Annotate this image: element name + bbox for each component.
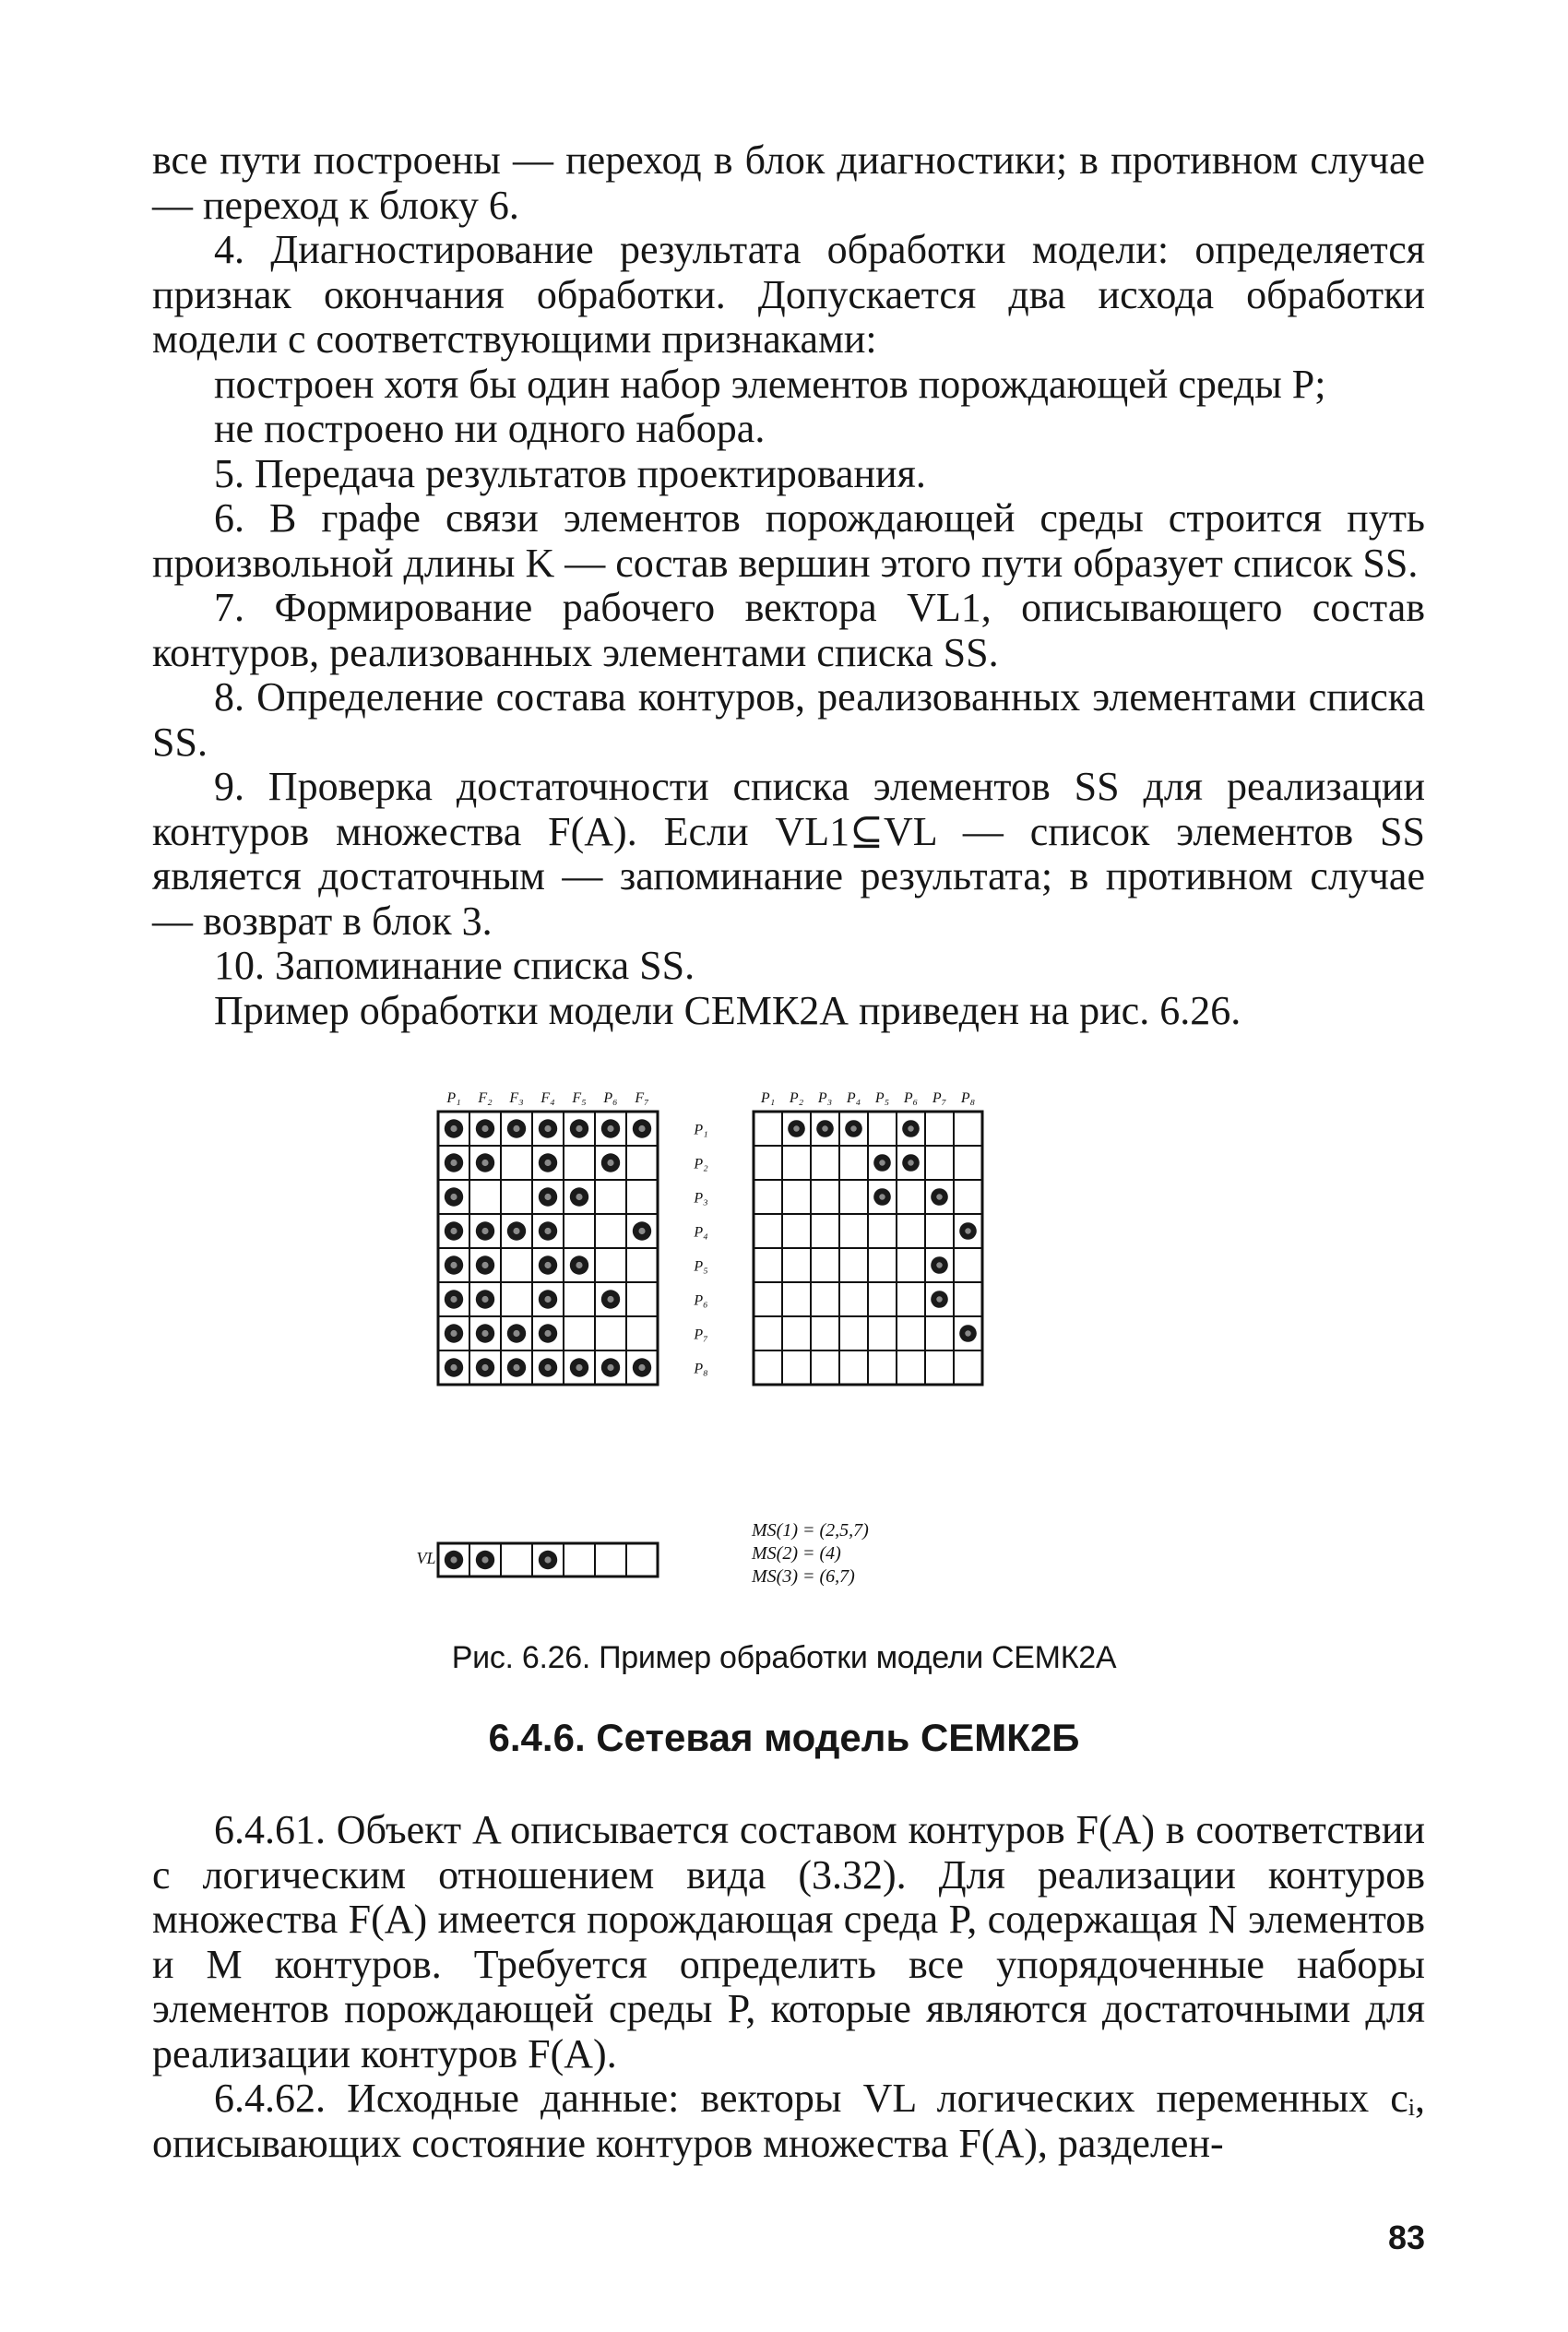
right-col-label: P₄ xyxy=(846,1090,861,1106)
right-matrix-mark-highlight xyxy=(822,1125,828,1132)
vl-label: VL xyxy=(416,1549,436,1567)
left-matrix-mark-highlight xyxy=(544,1125,551,1132)
left-matrix-mark-highlight xyxy=(450,1125,457,1132)
left-matrix-mark-highlight xyxy=(544,1262,551,1268)
left-matrix-mark-highlight xyxy=(544,1160,551,1166)
paragraph: Пример обработки модели СЕМК2А приведен на рис. 6.26. xyxy=(214,987,1241,1033)
body-text-bottom xyxy=(152,1808,1425,2166)
paragraph: 9. Проверка достаточности списка элементов SS для реализации контуров множества F(A). Если VL1⊆VL — список элементов SS является достаточным — запоминание результата; в противном случае — возврат в блок 3. xyxy=(152,764,1425,944)
ms-line: MS(3) = (6,7) xyxy=(752,1566,855,1587)
left-matrix-mark-highlight xyxy=(544,1296,551,1303)
paragraph: не построено ни одного набора. xyxy=(214,406,766,451)
row-label: P₃ xyxy=(694,1190,708,1207)
section-title: 6.4.6. Сетевая модель СЕМК2Б xyxy=(488,1716,1080,1759)
right-col-label: P₅ xyxy=(874,1090,890,1106)
row-label: P₇ xyxy=(694,1327,708,1343)
ms-line: MS(2) = (4) xyxy=(752,1543,841,1564)
row-label: P₆ xyxy=(694,1292,708,1309)
left-matrix-mark-highlight xyxy=(638,1125,645,1132)
left-matrix-mark-highlight xyxy=(481,1228,488,1234)
left-matrix-mark-highlight xyxy=(481,1330,488,1337)
left-matrix-mark-highlight xyxy=(450,1160,457,1166)
left-matrix-mark-highlight xyxy=(544,1194,551,1200)
figure-caption: Рис. 6.26. Пример обработки модели СЕМК2А xyxy=(451,1640,1117,1675)
left-matrix-mark-highlight xyxy=(576,1194,582,1200)
left-col-label: F₂ xyxy=(478,1090,493,1106)
left-col-label: F₅ xyxy=(572,1090,587,1106)
right-matrix-mark-highlight xyxy=(908,1160,914,1166)
left-matrix-mark-highlight xyxy=(544,1364,551,1371)
row-label: P₅ xyxy=(694,1258,708,1275)
left-matrix-mark-highlight xyxy=(638,1364,645,1371)
left-matrix-mark-highlight xyxy=(607,1160,613,1166)
left-matrix-mark-highlight xyxy=(513,1228,519,1234)
right-col-label: P₂ xyxy=(789,1090,804,1106)
left-matrix-mark-highlight xyxy=(576,1262,582,1268)
left-matrix-mark-highlight xyxy=(544,1228,551,1234)
paragraph: построен хотя бы один набор элементов порождающей среды P; xyxy=(214,361,1326,407)
left-matrix-mark-highlight xyxy=(481,1160,488,1166)
paragraph: 10. Запоминание списка SS. xyxy=(214,943,695,988)
row-label: P₂ xyxy=(694,1156,708,1172)
paragraph: 6.4.62. Исходные данные: векторы VL логических переменных cᵢ, описывающих состояние контуров множества F(A), разделен- xyxy=(152,2076,1425,2166)
right-matrix-mark-highlight xyxy=(793,1125,800,1132)
right-col-label: P₇ xyxy=(932,1090,947,1106)
paragraph: 6. В графе связи элементов порождающей среды строится путь произвольной длины K — состав вершин этого пути образует список SS. xyxy=(152,495,1425,586)
vl-vector-mark-highlight xyxy=(544,1556,551,1563)
paragraph: 7. Формирование рабочего вектора VL1, описывающего состав контуров, реализованных элементами списка SS. xyxy=(152,585,1425,675)
row-label: P₄ xyxy=(694,1224,708,1241)
right-matrix-mark-highlight xyxy=(936,1262,943,1268)
left-col-label: F₇ xyxy=(635,1090,649,1106)
left-matrix-mark-highlight xyxy=(576,1364,582,1371)
right-matrix-mark-highlight xyxy=(879,1160,885,1166)
left-col-label: F₃ xyxy=(509,1090,524,1106)
left-matrix-mark-highlight xyxy=(481,1262,488,1268)
right-col-label: P₁ xyxy=(760,1090,776,1106)
left-matrix-mark-highlight xyxy=(481,1296,488,1303)
left-matrix-mark-highlight xyxy=(450,1262,457,1268)
row-label: P₈ xyxy=(694,1361,708,1377)
left-matrix-mark-highlight xyxy=(481,1364,488,1371)
left-matrix-mark-highlight xyxy=(607,1125,613,1132)
right-matrix-mark-highlight xyxy=(965,1228,971,1234)
left-col-label: F₄ xyxy=(540,1090,555,1106)
right-matrix-mark-highlight xyxy=(936,1296,943,1303)
right-matrix-mark-highlight xyxy=(850,1125,857,1132)
left-matrix-mark-highlight xyxy=(607,1364,613,1371)
left-col-label: P₁ xyxy=(446,1090,461,1106)
left-matrix-mark-highlight xyxy=(607,1296,613,1303)
right-col-label: P₃ xyxy=(817,1090,833,1106)
left-matrix-mark-highlight xyxy=(450,1364,457,1371)
vl-vector-mark-highlight xyxy=(450,1556,457,1563)
paragraph: 6.4.61. Объект A описывается составом контуров F(A) в соответствии с логическим отношением вида (3.32). Для реализации контуров множества F(A) имеется порождающая среда P, содержащая N элементов и M контуров. Требуется определить все упорядоченные наборы элементов порождающей среды P, которые являются достаточными для реализации контуров F(A). xyxy=(152,1807,1425,2076)
ms-line: MS(1) = (2,5,7) xyxy=(752,1520,869,1541)
page-number: 83 xyxy=(1387,2219,1425,2256)
paragraph: все пути построены — переход в блок диагностики; в противном случае — переход к блоку 6. xyxy=(152,137,1425,228)
right-matrix-mark-highlight xyxy=(965,1330,971,1337)
left-matrix-mark-highlight xyxy=(513,1364,519,1371)
row-label: P₁ xyxy=(694,1122,708,1138)
left-col-label: P₆ xyxy=(603,1090,618,1106)
vl-vector-mark-highlight xyxy=(481,1556,488,1563)
left-matrix-mark-highlight xyxy=(450,1194,457,1200)
figure-6-26 xyxy=(416,1079,1162,1624)
left-matrix-mark-highlight xyxy=(576,1125,582,1132)
left-matrix-mark-highlight xyxy=(481,1125,488,1132)
left-matrix-mark-highlight xyxy=(513,1125,519,1132)
left-matrix-mark-highlight xyxy=(638,1228,645,1234)
right-matrix-mark-highlight xyxy=(879,1194,885,1200)
paragraph: 8. Определение состава контуров, реализованных элементами списка SS. xyxy=(152,674,1425,765)
right-matrix-mark-highlight xyxy=(908,1125,914,1132)
left-matrix-mark-highlight xyxy=(450,1296,457,1303)
left-matrix-mark-highlight xyxy=(450,1330,457,1337)
left-matrix-mark-highlight xyxy=(544,1330,551,1337)
left-matrix-mark-highlight xyxy=(513,1330,519,1337)
body-text-top xyxy=(152,138,1425,1033)
right-col-label: P₆ xyxy=(903,1090,919,1106)
left-matrix-mark-highlight xyxy=(450,1228,457,1234)
right-matrix-mark-highlight xyxy=(936,1194,943,1200)
paragraph: 5. Передача результатов проектирования. xyxy=(214,450,926,496)
right-col-label: P₈ xyxy=(960,1090,976,1106)
paragraph: 4. Диагностирование результата обработки модели: определяется признак окончания обработки. Допускается два исхода обработки модели с соответствующими признаками: xyxy=(152,227,1425,362)
